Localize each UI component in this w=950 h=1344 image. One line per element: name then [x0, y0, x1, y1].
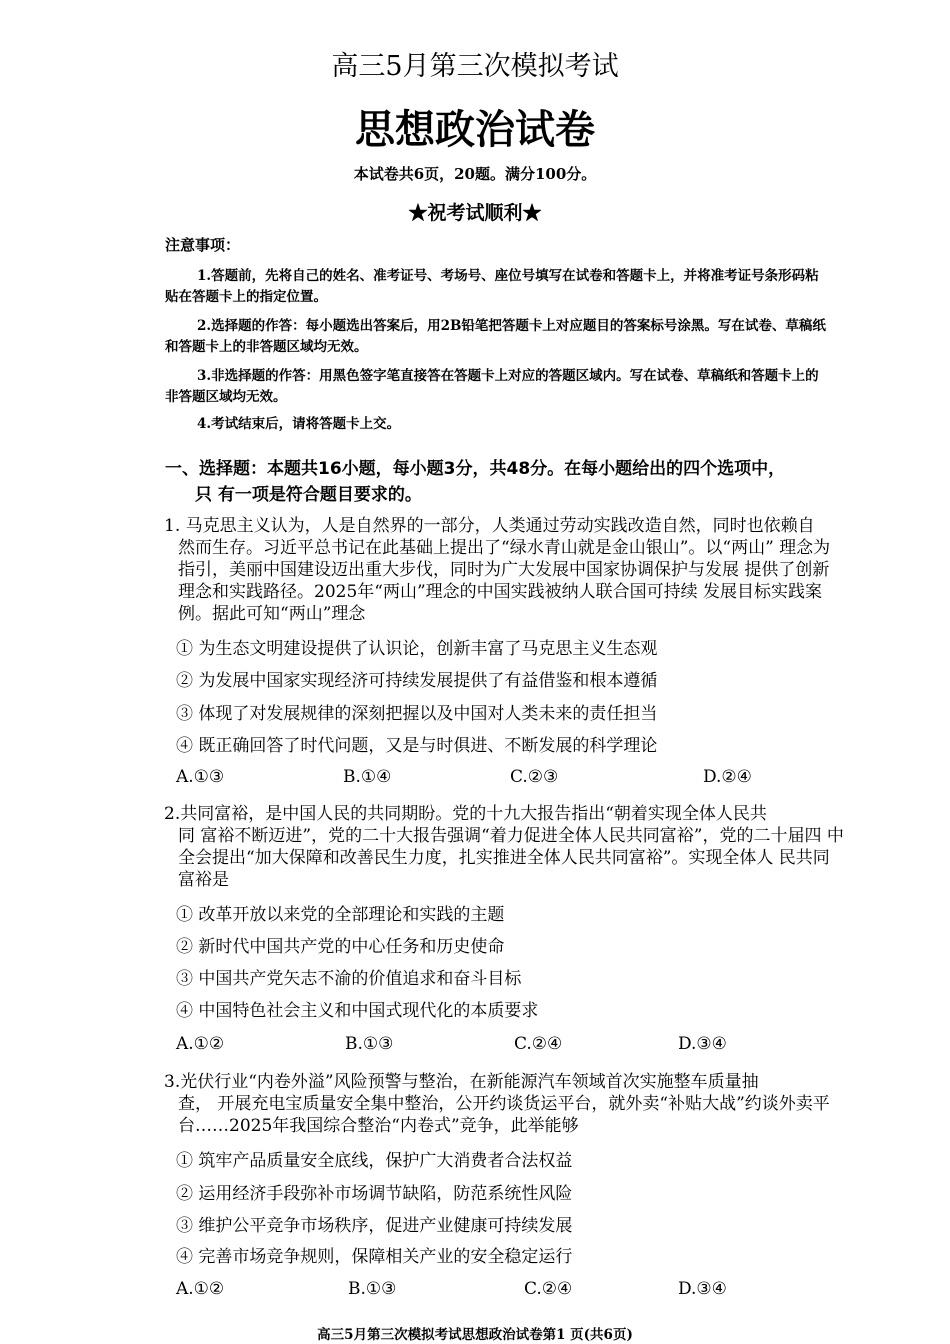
question-2-option-2: ② 新时代中国共产党的中心任务和历史使命: [176, 937, 505, 957]
question-3-option-4: ④ 完善市场竞争规则，保障相关产业的安全稳定运行: [176, 1247, 573, 1267]
notice-item-3: 3.非选择题的作答：用黑色签字笔直接答在答题卡上对应的答题区域内。写在试卷、草稿纸和答题卡上的非答题区域均无效。: [165, 368, 819, 405]
question-2-answer-b[interactable]: B.①③: [345, 1034, 394, 1054]
question-1-first-line: 1. 马克思主义认为，人是自然界的一部分，人类通过劳动实践改造自然，同时也依赖自: [164, 516, 815, 536]
question-1-continuation: 然而生存。习近平总书记在此基础上提出了“绿水青山就是金山银山”。以“两山” 理念为指引，美丽中国建设迈出重大步伐，同时为广大发展中国家协调保护与发展 提供了创新理念和实践路径。2025年“两山”理念的中国实践被纳人联合国可持续 发展目标实践案例。据此可知“两山”理念: [178, 538, 831, 624]
question-3-answer-a[interactable]: A.①②: [176, 1279, 225, 1299]
paper-info: 本试卷共6页，20题。满分100分。: [353, 165, 597, 183]
question-2-option-3: ③ 中国共产党矢志不渝的价值追求和奋斗目标: [176, 969, 522, 989]
question-3-answer-b[interactable]: B.①③: [348, 1279, 397, 1299]
question-3-answer-c[interactable]: C.②④: [524, 1279, 573, 1299]
question-1-option-3: ③ 体现了对发展规律的深刻把握以及中国对人类未来的责任担当: [176, 704, 658, 724]
question-3-continuation: 查， 开展充电宝质量安全集中整治，公开约谈货运平台，就外卖“补贴大战”约谈外卖平 台……2025年我国综合整治“内卷式”竞争，此举能够: [178, 1094, 830, 1136]
notice-item-4: 4.考试结束后，请将答题卡上交。: [197, 416, 401, 432]
question-2-answer-c[interactable]: C.②④: [514, 1034, 563, 1054]
question-1-answer-c[interactable]: C.②③: [510, 767, 559, 787]
question-1-answer-d[interactable]: D.②④: [703, 767, 752, 787]
question-3-first-line: 3.光伏行业“内卷外溢”风险预警与整治，在新能源汽车领域首次实施整车质量抽: [164, 1072, 759, 1092]
question-2-option-4: ④ 中国特色社会主义和中国式现代化的本质要求: [176, 1001, 539, 1021]
section-heading: [165, 456, 845, 508]
question-1-option-4: ④ 既正确回答了时代问题，又是与时俱进、不断发展的科学理论: [176, 736, 658, 756]
paper-title: 思想政治试卷: [355, 107, 595, 153]
question-3-option-2: ② 运用经济手段弥补市场调节缺陷，防范系统性风险: [176, 1184, 573, 1204]
question-1-option-1: ① 为生态文明建设提供了认识论，创新丰富了马克思主义生态观: [176, 639, 658, 659]
question-1-answer-a[interactable]: A.①③: [176, 767, 225, 787]
section-heading-line-2: 只 有一项是符合题目要求的。: [195, 485, 422, 505]
question-3-answer-d[interactable]: D.③④: [678, 1279, 727, 1299]
question-1-answer-b[interactable]: B.①④: [343, 767, 392, 787]
question-3-option-3: ③ 维护公平竞争市场秩序，促进产业健康可持续发展: [176, 1216, 573, 1236]
exam-wish: ★祝考试顺利★: [408, 202, 542, 224]
notice-item-1: 1.答题前，先将自己的姓名、准考证号、考场号、座位号填写在试卷和答题卡上，并将准考证号条形码粘贴在答题卡上的指定位置。: [165, 268, 819, 305]
exam-name: 高三5月第三次模拟考试: [331, 51, 619, 82]
notice-heading: 注意事项：: [165, 236, 241, 254]
question-2-answer-d[interactable]: D.③④: [678, 1034, 727, 1054]
question-3-option-1: ① 筑牢产品质量安全底线，保护广大消费者合法权益: [176, 1151, 573, 1171]
question-1-stem: [164, 515, 844, 625]
question-2-option-1: ① 改革开放以来党的全部理论和实践的主题: [176, 905, 505, 925]
page-footer: 高三5月第三次模拟考试思想政治试卷第1 页(共6页): [317, 1327, 633, 1343]
question-1-option-2: ② 为发展中国家实现经济可持续发展提供了有益借鉴和根本遵循: [176, 671, 658, 691]
section-heading-line-1: 一、选择题：本题共16小题，每小题3分，共48分。在每小题给出的四个选项中，: [165, 459, 786, 479]
question-2-first-line: 2.共同富裕，是中国人民的共同期盼。党的十九大报告指出“朝着实现全体人民共: [164, 804, 767, 824]
question-2-stem: [164, 803, 844, 891]
notice-item-2: 2.选择题的作答：每小题选出答案后，用2B铅笔把答题卡上对应题目的答案标号涂黑。写在试卷、草稿纸和答题卡上的非答题区域均无效。: [165, 318, 826, 355]
question-3-stem: [164, 1071, 844, 1137]
question-2-continuation: 同 富裕不断迈进”，党的二十大报告强调“着力促进全体人民共同富裕”，党的二十届四 中全会提出“加大保障和改善民生力度，扎实推进全体人民共同富裕”。实现全体人 民共同富裕是: [178, 826, 844, 890]
question-2-answer-a[interactable]: A.①②: [176, 1034, 225, 1054]
